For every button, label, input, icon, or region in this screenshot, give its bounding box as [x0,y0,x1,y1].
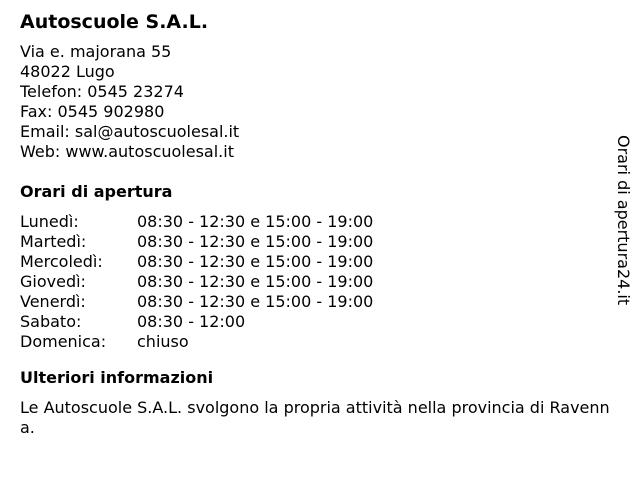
business-name: Autoscuole S.A.L. [20,11,209,33]
opening-hours-section [20,182,610,352]
address-line-1: Via e. majorana 55 [20,42,172,61]
hours-time: 08:30 - 12:00 [137,312,246,331]
additional-info-heading: Ulteriori informazioni [20,368,214,387]
hours-row [20,292,610,312]
additional-info-section [20,368,610,438]
hours-row [20,332,610,352]
opening-hours-table [20,212,610,352]
hours-row [20,252,610,272]
hours-row [20,272,610,292]
hours-time: chiuso [137,332,189,351]
hours-day: Mercoledì: [20,252,103,271]
hours-time: 08:30 - 12:30 e 15:00 - 19:00 [137,232,374,251]
email-line: Email: sal@autoscuolesal.it [20,122,240,141]
additional-info-text: Le Autoscuole S.A.L. svolgono la propria attività nella provincia di Ravenna. [20,398,610,437]
hours-day: Lunedì: [20,212,79,231]
hours-day: Venerdì: [20,292,86,311]
hours-day: Giovedì: [20,272,86,291]
contact-block [20,42,610,162]
hours-row [20,232,610,252]
hours-day: Martedì: [20,232,87,251]
main-content [20,10,610,438]
hours-row [20,312,610,332]
phone-line: Telefon: 0545 23274 [20,82,184,101]
hours-time: 08:30 - 12:30 e 15:00 - 19:00 [137,272,374,291]
address-line-2: 48022 Lugo [20,62,115,81]
hours-row [20,212,610,232]
hours-time: 08:30 - 12:30 e 15:00 - 19:00 [137,252,374,271]
hours-day: Sabato: [20,312,82,331]
hours-time: 08:30 - 12:30 e 15:00 - 19:00 [137,212,374,231]
opening-hours-heading: Orari di apertura [20,182,173,201]
hours-day: Domenica: [20,332,107,351]
hours-time: 08:30 - 12:30 e 15:00 - 19:00 [137,292,374,311]
fax-line: Fax: 0545 902980 [20,102,165,121]
brand-watermark: Orari di apertura24.it [614,135,633,306]
web-line: Web: www.autoscuolesal.it [20,142,234,161]
